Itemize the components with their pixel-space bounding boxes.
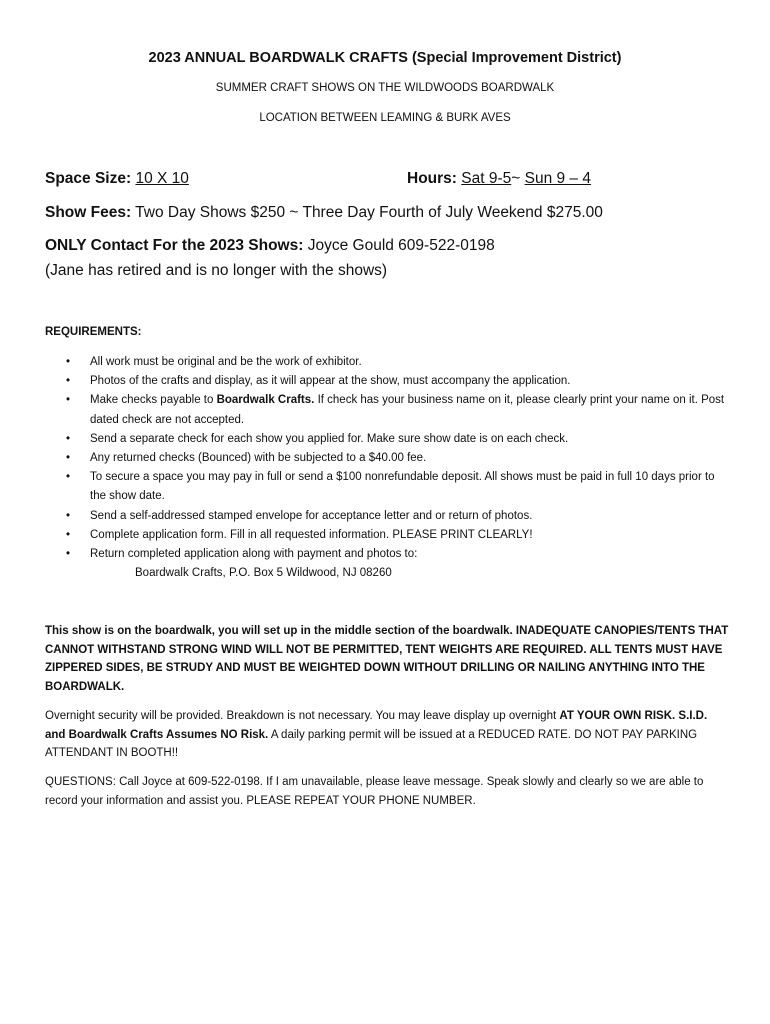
bullet: • [66,452,71,465]
bullet: • [66,375,71,388]
subtitle-location: LOCATION BETWEEN LEAMING & BURK AVES [259,112,511,124]
requirements-list [45,353,730,583]
show-fees-line [45,204,603,222]
list-item: • Photos of the crafts and display, as it will appear at the show, must accompany the application. [45,372,730,391]
list-item: • Make checks payable to Boardwalk Crafts. If check has your business name on it, please clearly print your name on it. Post dated check are not accepted. [45,391,730,429]
list-item: • Return completed application along with payment and photos to: Boardwalk Crafts, P.O. Box 5 Wildwood, NJ 08260 [45,545,730,583]
bullet: • [66,394,71,407]
requirements-heading: REQUIREMENTS: [45,326,142,338]
document-title: 2023 ANNUAL BOARDWALK CRAFTS (Special Improvement District) [148,50,622,66]
payee-name: Boardwalk Crafts. [216,394,315,407]
list-item: • All work must be original and be the work of exhibitor. [45,353,730,372]
list-item: • To secure a space you may pay in full or send a $100 nonrefundable deposit. All shows must be paid in full 10 days prior to the show date. [45,468,730,506]
hours-sunday: Sun 9 – 4 [524,170,591,187]
mailing-address: Boardwalk Crafts, P.O. Box 5 Wildwood, NJ 08260 [135,567,392,580]
boardwalk-warning: This show is on the boardwalk, you will set up in the middle section of the boardwalk. INADEQUATE CANOPIES/TENTS THAT CANNOT WITHSTAND STRONG WIND WILL NOT BE PERMITTED, TENT WEIGHTS ARE REQUIRED. ALL TENTS MUST HAVE ZIPPERED SIDES, BE STRUDY AND MUST BE WEIGHTED DOWN WITHOUT DRILLING OR NAILING ANYTHING INTO THE BOARDWALK. [45,625,729,693]
bullet: • [66,471,71,484]
hours-saturday: Sat 9-5 [461,170,512,187]
bullet: • [66,548,71,561]
space-size-label: Space Size: [45,170,132,187]
bullet: • [66,356,71,368]
contact-note: (Jane has retired and is no longer with the shows) [45,262,388,279]
hours-line [407,170,591,188]
show-fees-label: Show Fees: [45,204,132,221]
contact-label: ONLY Contact For the 2023 Shows: [45,237,304,254]
security-paragraph: Overnight security will be provided. Breakdown is not necessary. You may leave display up overnight AT YOUR OWN RISK. S.I.D. and Boardwalk Crafts Assumes NO Risk. A daily parking permit will be issued at a REDUCED RATE. DO NOT PAY PARKING ATTENDANT IN BOOTH!! [45,710,708,759]
hours-label: Hours: [407,170,457,187]
bullet: • [66,528,71,541]
risk-disclaimer: AT YOUR OWN RISK. S.I.D. and Boardwalk Crafts Assumes NO Risk. [45,710,708,741]
subtitle-shows: SUMMER CRAFT SHOWS ON THE WILDWOODS BOARDWALK [215,82,555,94]
bullet: • [66,432,71,445]
show-fees-value: Two Day Shows $250 ~ Three Day Fourth of July Weekend $275.00 [135,204,603,221]
space-size-value: 10 X 10 [135,170,189,187]
contact-value: Joyce Gould 609-522-0198 [307,237,495,254]
bullet: • [66,509,71,522]
questions-paragraph: QUESTIONS: Call Joyce at 609-522-0198. If I am unavailable, please leave message. Speak slowly and clearly so we are able to record your information and assist you. PLEASE REPEAT YOUR PHONE NUMBER. [45,776,704,807]
list-item: • Send a separate check for each show you applied for. Make sure show date is on each check. [45,430,730,449]
space-size-line [45,170,189,188]
contact-line [45,237,495,255]
list-item: • Send a self-addressed stamped envelope for acceptance letter and or return of photos. [45,507,730,526]
list-item: • Any returned checks (Bounced) with be subjected to a $40.00 fee. [45,449,730,468]
hours-separator: ~ [511,170,521,187]
list-item: • Complete application form. Fill in all requested information. PLEASE PRINT CLEARLY! [45,526,730,545]
